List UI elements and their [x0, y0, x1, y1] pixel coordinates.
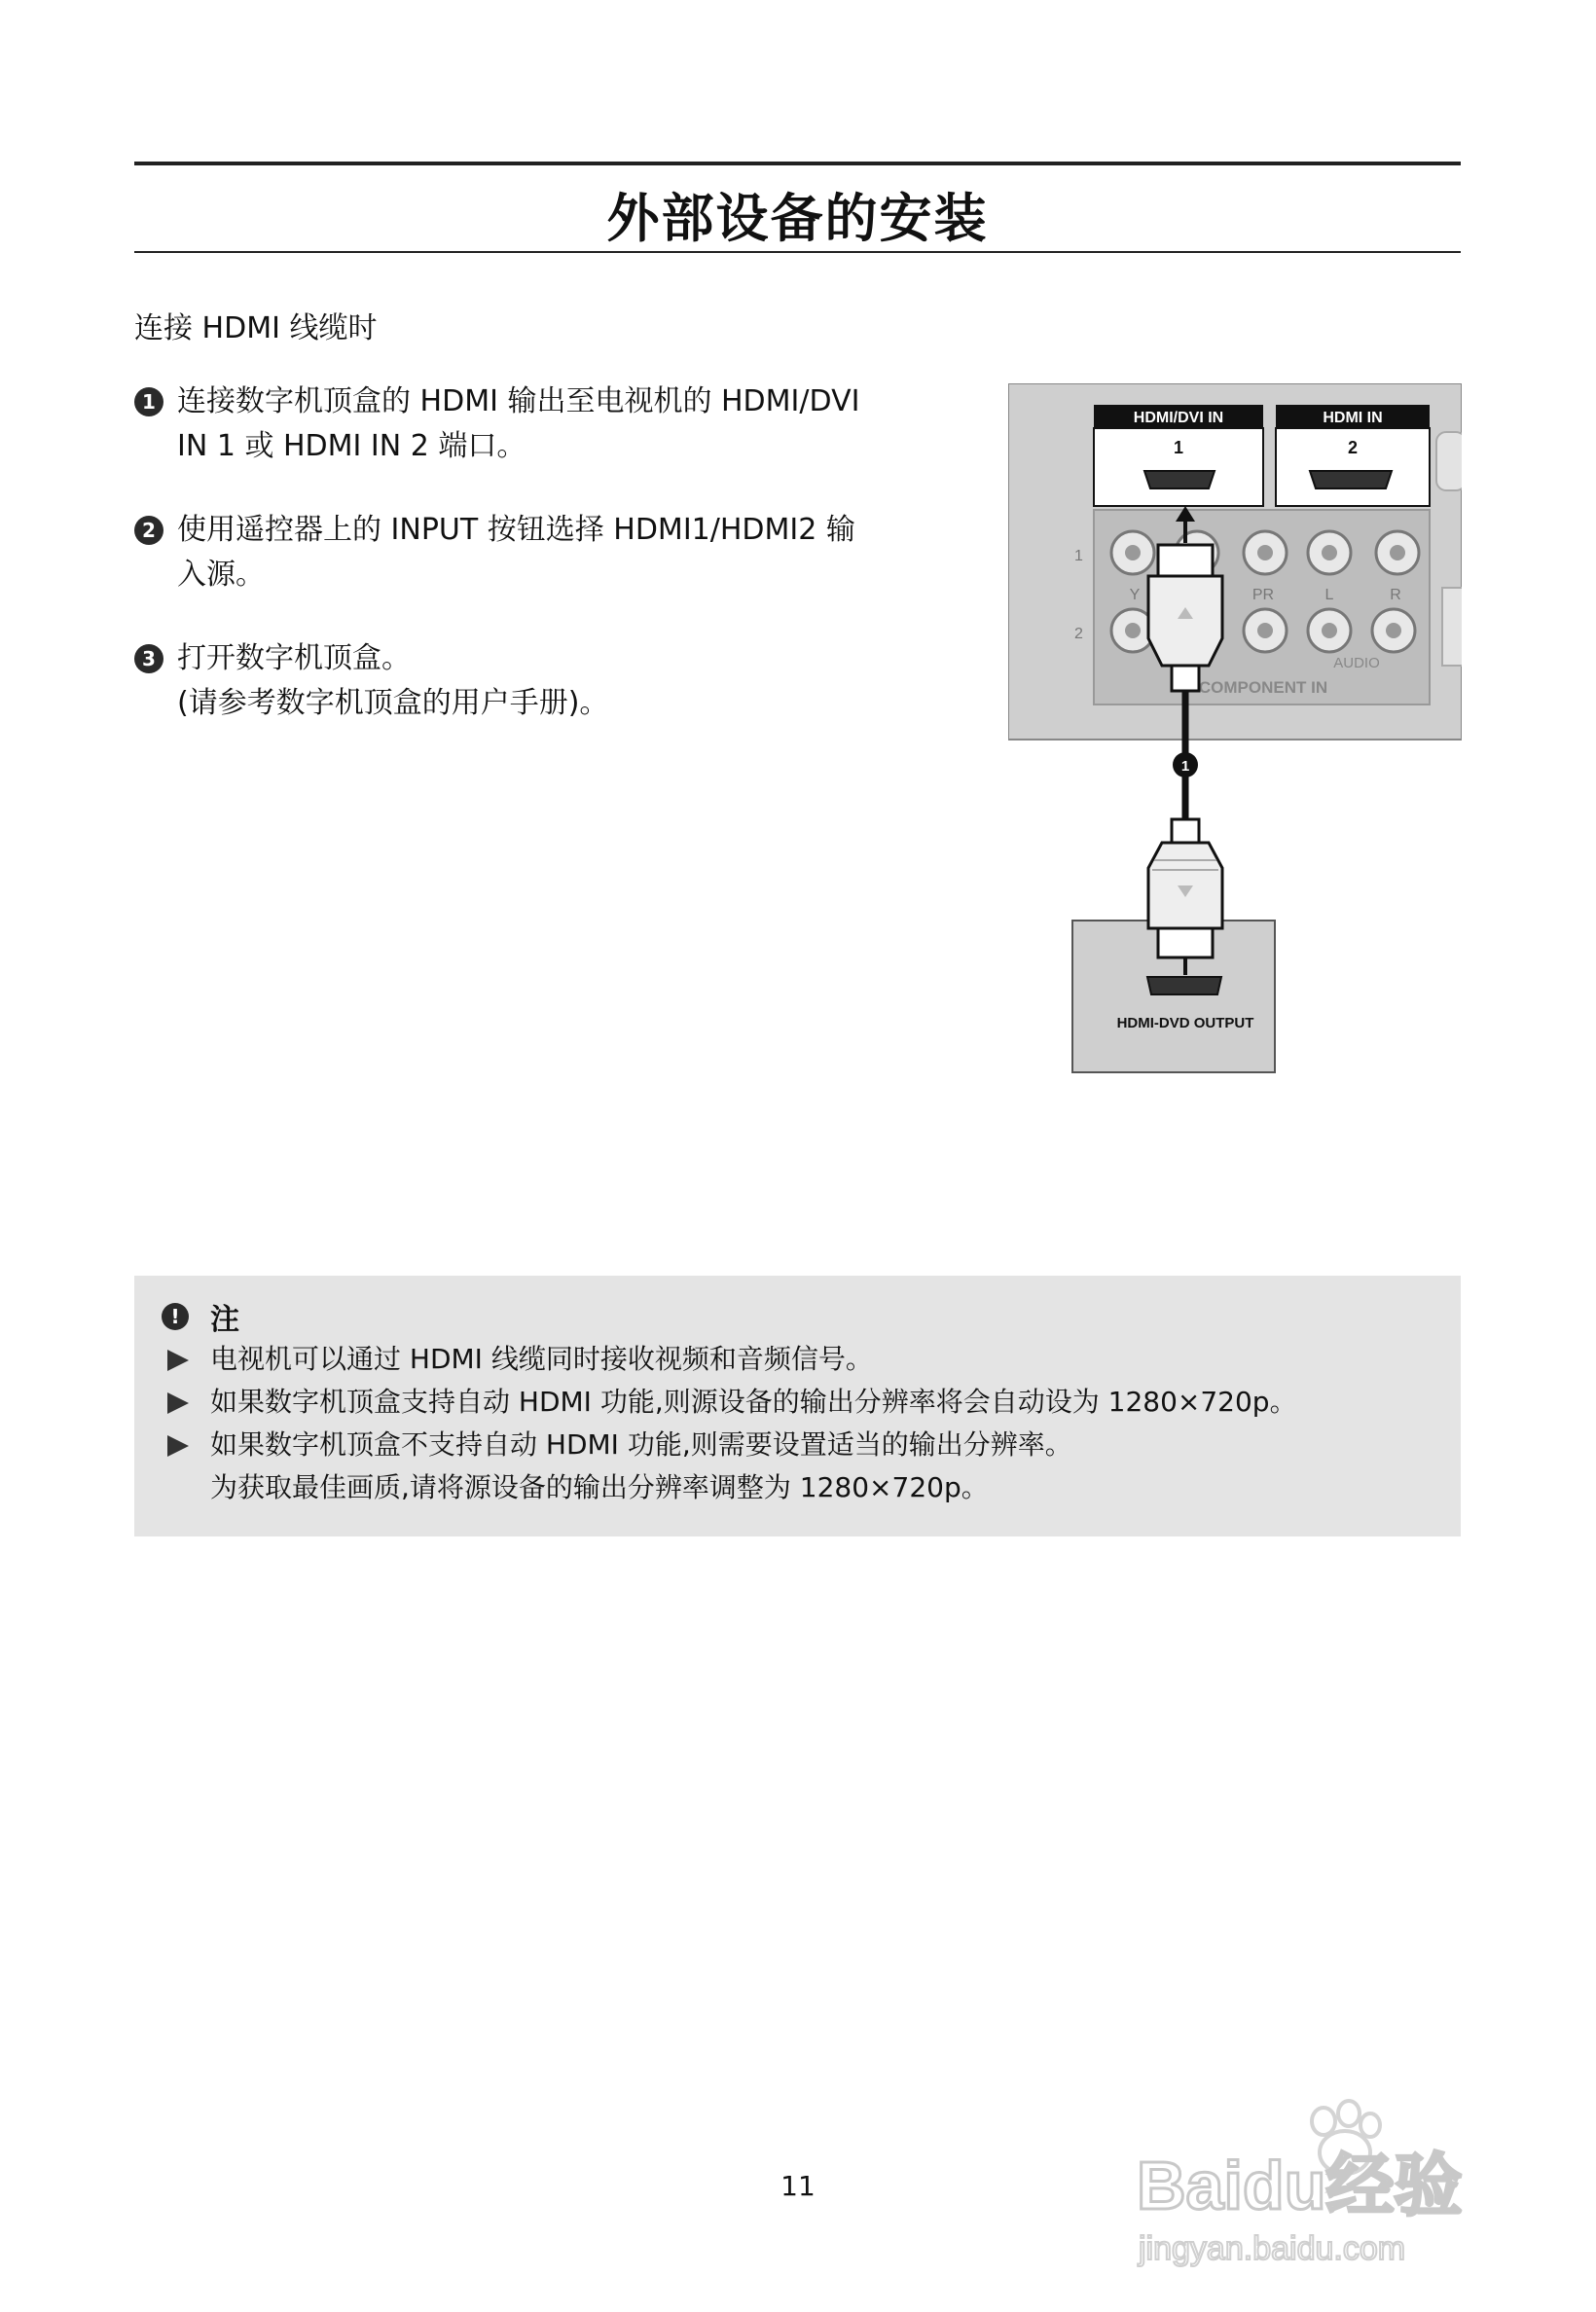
step-text-line: IN 1 或 HDMI IN 2 端口。: [177, 429, 526, 463]
hdmi-port-2: [1276, 405, 1430, 506]
audio-label: AUDIO: [1333, 655, 1380, 671]
cable-marker-number: 1: [1180, 758, 1190, 775]
page-title: 外部设备的安装: [606, 188, 989, 249]
step-text-line: 打开数字机顶盒。: [177, 641, 411, 675]
note-box: [134, 1276, 1461, 1536]
hdmi-socket-icon: [1310, 471, 1392, 488]
note-text-line: 电视机可以通过 HDMI 线缆同时接收视频和音频信号。: [210, 1343, 873, 1375]
hdmi-port-1: [1094, 405, 1263, 506]
step-item: [134, 636, 913, 726]
bullet-triangle-icon: [167, 1350, 189, 1371]
note-text-line: 如果数字机顶盒支持自动 HDMI 功能,则源设备的输出分辨率将会自动设为 1280×720p。: [210, 1386, 1297, 1418]
section-heading: 连接 HDMI 线缆时: [134, 311, 378, 345]
side-port: [1436, 432, 1462, 490]
l-label: L: [1324, 587, 1334, 603]
note-item: [167, 1424, 1442, 1509]
bullet-triangle-icon: [167, 1435, 189, 1457]
note-item: [167, 1338, 1442, 1381]
watermark-brand: Baidu经验: [1137, 2148, 1463, 2223]
port2-number: 2: [1347, 438, 1359, 457]
note-text-line: 如果数字机顶盒不支持自动 HDMI 功能,则需要设置适当的输出分辨率。: [210, 1428, 1072, 1461]
step-text-line: 连接数字机顶盒的 HDMI 输出至电视机的 HDMI/DVI: [177, 384, 860, 418]
step-number-badge: 3: [134, 644, 163, 673]
device-hdmi-socket-icon: [1147, 977, 1221, 994]
watermark-url: jingyan.baidu.com: [1139, 2230, 1406, 2267]
step-number-badge: 2: [134, 516, 163, 545]
note-text-line: 为获取最佳画质,请将源设备的输出分辨率调整为 1280×720p。: [210, 1471, 989, 1503]
note-list: [167, 1338, 1442, 1509]
title-rule-top: [134, 162, 1461, 165]
y-label: Y: [1129, 587, 1141, 603]
note-heading-text: 注: [210, 1303, 239, 1337]
r-label: R: [1390, 587, 1401, 603]
step-text-line: (请参考数字机顶盒的用户手册)。: [177, 686, 609, 720]
row1-label: 1: [1074, 548, 1083, 564]
port1-header: HDMI/DVI IN: [1133, 410, 1224, 426]
port2-header: HDMI IN: [1323, 410, 1383, 426]
step-item: [134, 508, 913, 597]
step-item: [134, 379, 913, 469]
device-label: HDMI-DVD OUTPUT: [1116, 1015, 1254, 1031]
title-rule-bottom: [134, 251, 1461, 253]
row2-label: 2: [1074, 626, 1083, 642]
note-heading: [162, 1295, 239, 1338]
hdmi-socket-icon: [1144, 471, 1215, 488]
step-text-line: 使用遥控器上的 INPUT 按钮选择 HDMI1/HDMI2 输: [177, 513, 855, 547]
port1-number: 1: [1173, 438, 1184, 457]
page-number: 11: [780, 2170, 816, 2202]
baidu-jingyan-watermark: [1129, 2092, 1518, 2267]
note-item: [167, 1381, 1442, 1424]
pr-label: PR: [1251, 587, 1275, 603]
hdmi-connection-diagram: [1008, 383, 1462, 1074]
step-text-line: 入源。: [177, 558, 265, 592]
hdmi-plug-lower: [1148, 819, 1222, 957]
step-number-badge: 1: [134, 387, 163, 416]
bullet-triangle-icon: [167, 1392, 189, 1414]
steps-list: [134, 379, 913, 765]
info-icon: !: [162, 1303, 189, 1330]
component-label: COMPONENT IN: [1198, 678, 1328, 697]
side-port: [1442, 588, 1462, 666]
